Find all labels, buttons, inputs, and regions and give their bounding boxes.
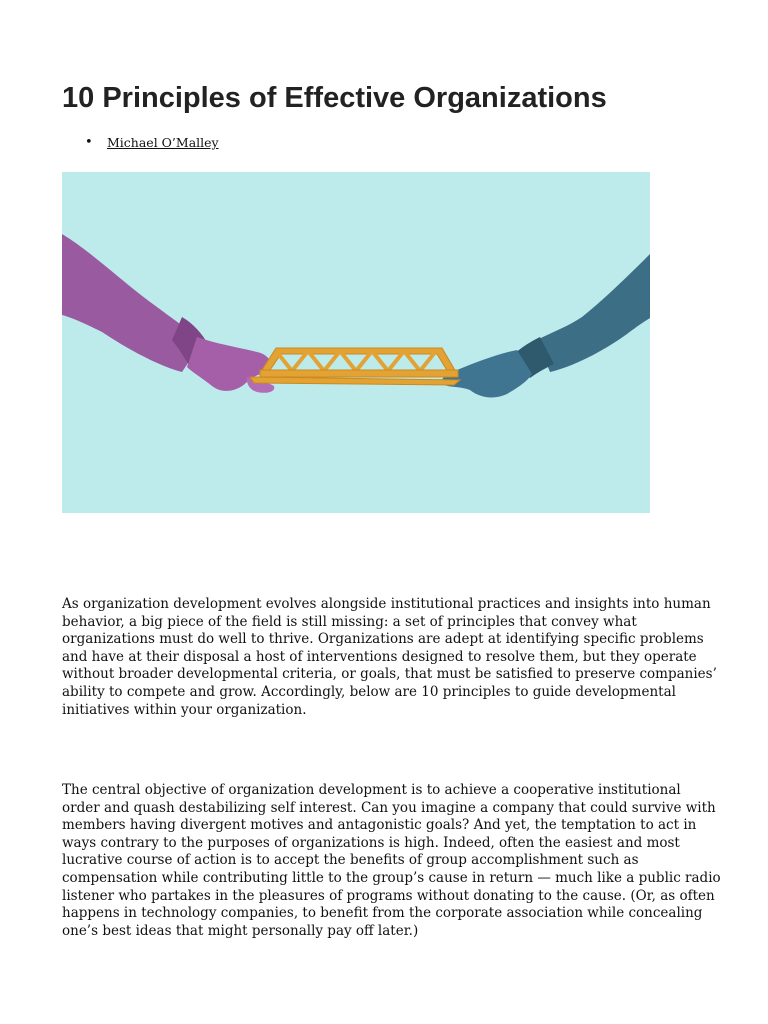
author-list [85, 135, 219, 150]
hero-image [62, 172, 650, 513]
author-link[interactable]: Michael O’Malley [107, 135, 219, 150]
author-item [85, 135, 219, 150]
article-paragraph: The central objective of organization development is to achieve a cooperative institutional order and quash destabilizing self interest. Can you imagine a company that could survive with members having divergent motives and antagonistic goals? And yet, the temptation to act in ways contrary to the purposes of organizations is high. Indeed, often the easiest and most lucrative course of action is to accept the benefits of group accomplishment such as compensation while contributing little to the group’s cause in return — much like a public radio listener who partakes in the pleasures of programs without donating to the cause. (Or, as often happens in technology companies, to benefit from the corporate association while concealing one’s best ideas that might personally pay off later.) [62, 782, 721, 939]
article-paragraph: As organization development evolves alongside institutional practices and insights into human behavior, a big piece of the field is still missing: a set of principles that convey what organizations must do well to thrive. Organizations are adept at identifying specific problems and have at their disposal a host of interventions designed to resolve them, but they operate without broader developmental criteria, or goals, that must be satisfied to preserve companies’ ability to compete and grow. Accordingly, below are 10 principles to guide developmental initiatives within your organization. [62, 596, 717, 718]
article-title: 10 Principles of Effective Organizations [62, 82, 607, 114]
hands-holding-bridge-illustration [62, 172, 650, 513]
